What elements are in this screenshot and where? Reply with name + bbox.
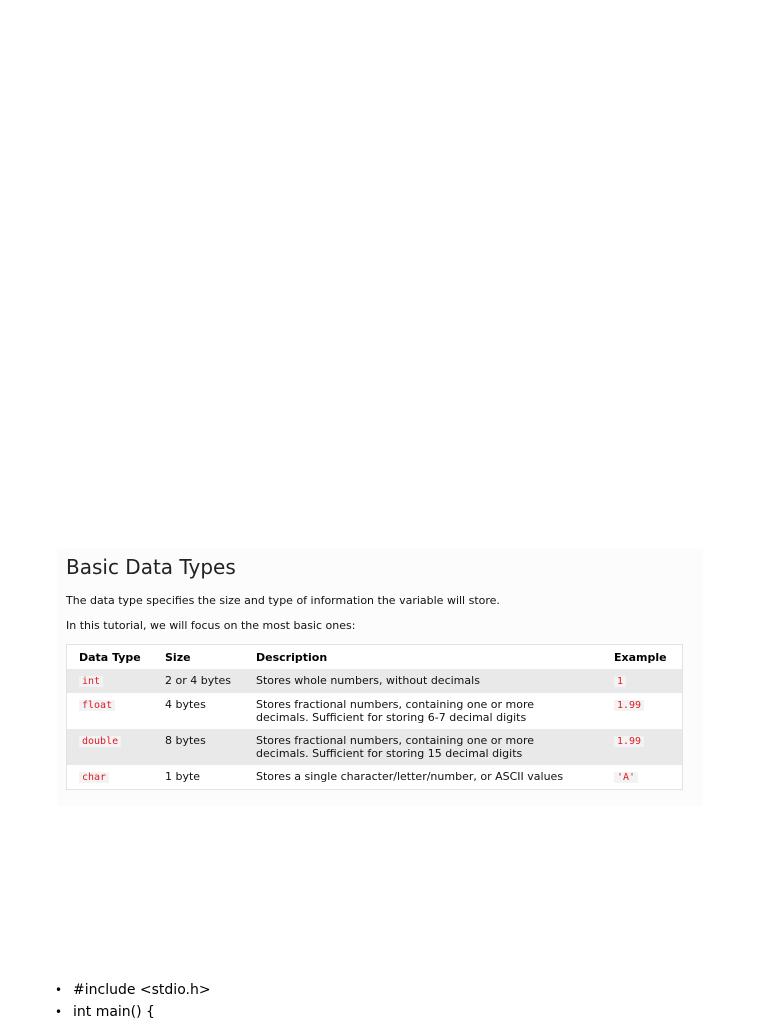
example-code: 1.99 (614, 700, 644, 711)
example-code: 'A' (614, 772, 638, 783)
description-cell (244, 669, 608, 693)
type-cell (67, 693, 154, 729)
table-row (67, 693, 683, 729)
bullet-icon: • (55, 1005, 63, 1019)
code-lines-list (55, 981, 211, 1025)
description-cell (244, 729, 608, 765)
header-size: Size (165, 650, 191, 664)
type-cell (67, 729, 154, 765)
intro-paragraph: The data type specifies the size and type of information the variable will store. (66, 594, 500, 607)
example-code: 1.99 (614, 736, 644, 747)
code-line: #include <stdio.h> (73, 982, 211, 998)
type-code: int (79, 676, 103, 687)
size-cell: 2 or 4 bytes (153, 669, 244, 693)
table-row (67, 669, 683, 693)
description-line: Stores fractional numbers, containing one or more (256, 734, 535, 747)
description-line: Stores a single character/letter/number, or ASCII values (256, 770, 564, 783)
example-cell (608, 669, 683, 693)
example-cell (608, 765, 683, 790)
description-line: decimals. Sufficient for storing 6-7 decimal digits (256, 711, 527, 724)
description-cell (244, 693, 608, 729)
table-header-row (67, 645, 683, 670)
size-cell: 1 byte (165, 770, 201, 783)
header-data-type: Data Type (79, 650, 141, 664)
type-cell (67, 669, 154, 693)
description-cell (244, 765, 608, 790)
section-title: Basic Data Types (66, 555, 236, 579)
example-cell (608, 729, 683, 765)
focus-paragraph: In this tutorial, we will focus on the most basic ones: (66, 619, 356, 632)
list-item (55, 981, 211, 1003)
header-example: Example (614, 650, 667, 664)
code-line: int main() { (73, 1004, 155, 1020)
type-cell (67, 765, 154, 790)
size-cell: 8 bytes (153, 729, 244, 765)
type-code: char (79, 772, 109, 783)
description-line: decimals. Sufficient for storing 15 decimal digits (256, 747, 523, 760)
table-row (67, 765, 683, 790)
type-code: double (79, 736, 121, 747)
bullet-icon: • (55, 983, 63, 997)
description-line: Stores whole numbers, without decimals (256, 674, 480, 687)
data-types-screenshot (57, 548, 703, 806)
list-item (55, 1003, 211, 1025)
type-code: float (79, 700, 115, 711)
size-cell: 4 bytes (165, 698, 206, 711)
description-line: Stores fractional numbers, containing one or more (256, 698, 535, 711)
header-description: Description (256, 650, 328, 664)
table-row (67, 729, 683, 765)
example-cell (608, 693, 683, 729)
data-types-table (66, 644, 683, 790)
example-code: 1 (614, 676, 626, 687)
